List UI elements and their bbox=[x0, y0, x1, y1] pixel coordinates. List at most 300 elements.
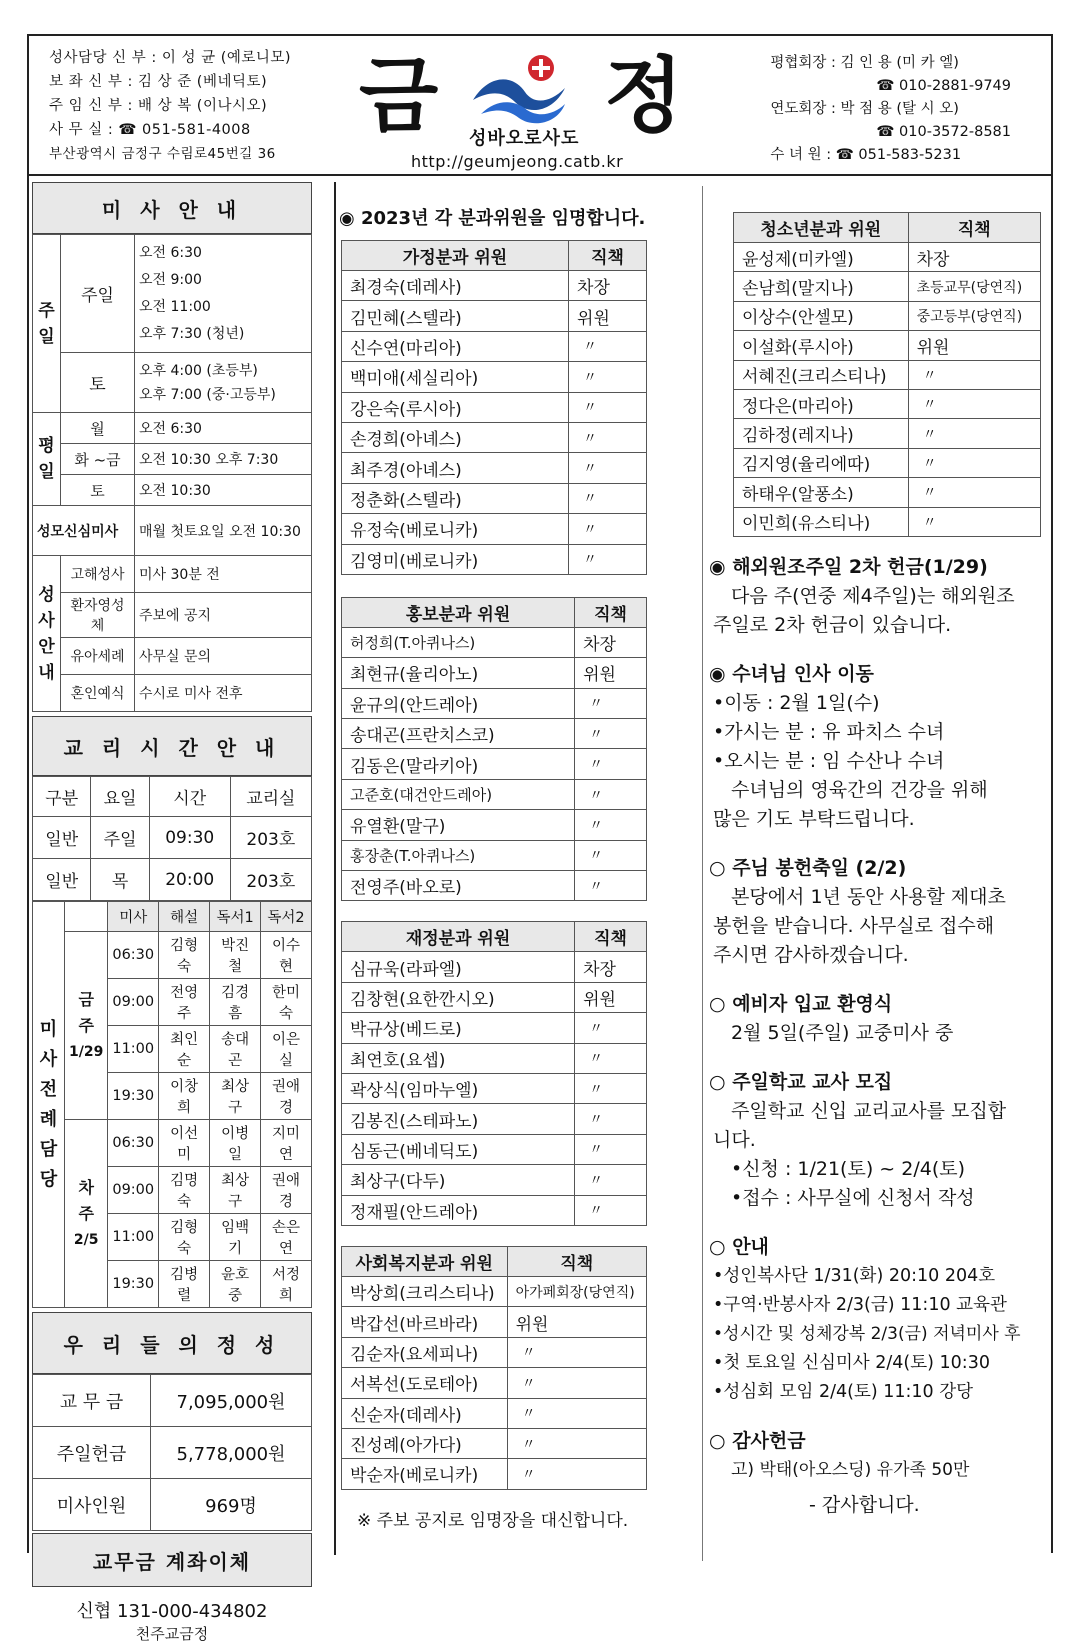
mass-schedule-table bbox=[32, 234, 312, 712]
notice-item: •성시간 및 성체강복 2/3(금) 저녁미사 후 bbox=[713, 1323, 1021, 1344]
bulletin-frame bbox=[27, 34, 1053, 1643]
saturday-weekday-label: 토 bbox=[61, 475, 135, 506]
table-row bbox=[342, 719, 647, 749]
member-role: 〃 bbox=[569, 483, 647, 513]
table-row bbox=[734, 301, 1041, 330]
catechism-cell: 목 bbox=[91, 859, 149, 901]
table-row bbox=[734, 243, 1041, 272]
table-row bbox=[342, 453, 647, 483]
liturgy-cell: 이수현 bbox=[261, 932, 312, 979]
table-row bbox=[342, 514, 647, 544]
liturgy-cell: 서정희 bbox=[261, 1261, 312, 1308]
pr-committee-table bbox=[341, 597, 647, 902]
sacrament-name: 고해성사 bbox=[61, 556, 135, 593]
sacrament-desc: 주보에 공지 bbox=[135, 593, 312, 638]
mass-time: 오전 9:00 bbox=[139, 271, 202, 288]
notice-item: •구역·반봉사자 2/3(금) 11:10 교육관 bbox=[713, 1294, 1007, 1315]
notice-text: 니다. bbox=[713, 1128, 756, 1151]
liturgy-cell: 최상구 bbox=[210, 1167, 261, 1214]
notice-text: 주시면 감사하겠습니다. bbox=[713, 943, 909, 966]
sacrament-name: 유아세례 bbox=[61, 638, 135, 675]
member-name: 김하정(레지나) bbox=[734, 419, 909, 448]
youth-committee-table bbox=[733, 212, 1041, 537]
liturgy-cell: 최상구 bbox=[210, 1073, 261, 1120]
member-role: 초등교무(당연직) bbox=[908, 272, 1040, 301]
mass-time: 오후 4:00 (초등부) bbox=[139, 362, 258, 379]
member-role: 〃 bbox=[908, 448, 1040, 477]
role-header: 직책 bbox=[507, 1246, 646, 1276]
sunday-group-label bbox=[33, 235, 61, 413]
offering-value: 7,095,000원 bbox=[151, 1375, 312, 1427]
sunday-times bbox=[135, 235, 312, 353]
member-name: 김영미(베로니카) bbox=[342, 544, 569, 574]
member-name: 박순자(베로니카) bbox=[342, 1459, 508, 1489]
catechism-cell: 203호 bbox=[230, 859, 311, 901]
member-name: 송대곤(프란치스코) bbox=[342, 719, 575, 749]
liturgy-cell: 19:30 bbox=[108, 1073, 159, 1120]
table-row bbox=[342, 840, 647, 870]
member-role: 〃 bbox=[507, 1398, 646, 1428]
notice-title: ○ 주님 봉헌축일 (2/2) bbox=[709, 856, 907, 879]
middle-column bbox=[337, 196, 679, 1531]
week1-date: 1/29 bbox=[69, 1043, 104, 1060]
liturgy-cell: 한미숙 bbox=[261, 979, 312, 1026]
table-row bbox=[342, 871, 647, 901]
mary-mass-time: 매월 첫토요일 오전 10:30 bbox=[135, 506, 312, 556]
clergy-line: 보 좌 신 부 : 김 상 준 (베네딕토) bbox=[49, 74, 268, 90]
liturgy-header: 해설 bbox=[159, 902, 210, 932]
sacrament-desc: 미사 30분 전 bbox=[135, 556, 312, 593]
offering-value: 969명 bbox=[151, 1479, 312, 1531]
notice-title: ○ 감사헌금 bbox=[709, 1429, 806, 1452]
clergy-line: 주 임 신 부 : 배 상 복 (이나시오) bbox=[49, 98, 268, 114]
member-role: 위원 bbox=[569, 301, 647, 331]
mass-time: 오후 7:00 (중·고등부) bbox=[139, 386, 276, 403]
right-column bbox=[709, 196, 1049, 1520]
member-role: 위원 bbox=[507, 1307, 646, 1337]
table-row bbox=[342, 1134, 647, 1164]
address: 부산광역시 금정구 수림로45번길 36 bbox=[49, 146, 276, 162]
mass-time: 오전 11:00 bbox=[139, 298, 211, 315]
member-role: 〃 bbox=[575, 810, 647, 840]
week2-text: 차 주 bbox=[78, 1177, 94, 1223]
member-role: 〃 bbox=[575, 688, 647, 718]
table-row bbox=[734, 448, 1041, 477]
table-row bbox=[342, 749, 647, 779]
table-row bbox=[342, 1013, 647, 1043]
table-row bbox=[342, 1337, 647, 1367]
member-name: 하태우(알퐁소) bbox=[734, 478, 909, 507]
member-role: 차장 bbox=[569, 271, 647, 301]
committee-title: 가정분과 위원 bbox=[342, 241, 569, 271]
table-row bbox=[342, 1368, 647, 1398]
member-role: 〃 bbox=[507, 1428, 646, 1458]
liturgy-cell: 김형숙 bbox=[159, 1214, 210, 1261]
monday-label: 월 bbox=[61, 413, 135, 444]
liturgy-cell: 박진철 bbox=[210, 932, 261, 979]
member-name: 이민희(유스티나) bbox=[734, 507, 909, 536]
table-row bbox=[734, 389, 1041, 418]
parish-subtitle: 성바오로사도 bbox=[469, 128, 580, 149]
table-row bbox=[342, 627, 647, 657]
member-role: 〃 bbox=[575, 779, 647, 809]
catechism-header: 요일 bbox=[91, 777, 149, 817]
member-role: 〃 bbox=[908, 389, 1040, 418]
committee-footnote: ※ 주보 공지로 임명장을 대신합니다. bbox=[357, 1510, 629, 1531]
offering-label: 교 무 금 bbox=[33, 1375, 151, 1427]
table-row bbox=[342, 483, 647, 513]
table-row bbox=[342, 271, 647, 301]
parish-url[interactable]: http://geumjeong.catb.kr bbox=[411, 152, 624, 171]
notice-text: 2월 5일(주일) 교중미사 중 bbox=[731, 1021, 954, 1044]
committee-title: 청소년분과 위원 bbox=[734, 213, 909, 243]
liturgy-cell: 김병렬 bbox=[159, 1261, 210, 1308]
table-row bbox=[342, 422, 647, 452]
member-name: 유정숙(베로니카) bbox=[342, 514, 569, 544]
column-divider bbox=[334, 182, 336, 1555]
member-name: 김지영(율리에따) bbox=[734, 448, 909, 477]
table-row bbox=[342, 1428, 647, 1458]
notice-text: 주일로 2차 헌금이 있습니다. bbox=[713, 613, 952, 636]
member-name: 김동은(말라키아) bbox=[342, 749, 575, 779]
convent-line: 수 녀 원 : ☎ 051-583-5231 bbox=[770, 147, 962, 163]
liturgy-cell: 김경흠 bbox=[210, 979, 261, 1026]
council-line: 연도회장 : 박 점 용 (탈 시 오) bbox=[770, 101, 959, 117]
notice-text: 봉헌을 받습니다. 사무실로 접수해 bbox=[713, 914, 995, 937]
liturgy-cell: 김형숙 bbox=[159, 932, 210, 979]
member-name: 최상구(다두) bbox=[342, 1165, 575, 1195]
table-row bbox=[342, 301, 647, 331]
catechism-cell: 일반 bbox=[33, 817, 91, 859]
offering-label: 미사인원 bbox=[33, 1479, 151, 1531]
saturday-times bbox=[135, 353, 312, 413]
liturgy-group-label bbox=[33, 902, 65, 1308]
liturgy-group-text: 미 사 전 례 담 당 bbox=[39, 1018, 58, 1190]
member-role: 〃 bbox=[575, 1073, 647, 1103]
member-role: 〃 bbox=[908, 478, 1040, 507]
liturgy-cell: 권애경 bbox=[261, 1167, 312, 1214]
liturgy-cell: 최인순 bbox=[159, 1026, 210, 1073]
table-row bbox=[342, 1165, 647, 1195]
council-phone: ☎ 010-3572-8581 bbox=[876, 124, 1011, 140]
table-row bbox=[342, 1043, 647, 1073]
member-name: 홍장춘(T.아퀴나스) bbox=[342, 840, 575, 870]
member-role: 〃 bbox=[575, 1104, 647, 1134]
notice-item: •첫 토요일 신심미사 2/4(토) 10:30 bbox=[713, 1352, 990, 1373]
sacrament-name: 혼인예식 bbox=[61, 675, 135, 712]
liturgy-cell: 권애경 bbox=[261, 1073, 312, 1120]
notice-text: 다음 주(연중 제4주일)는 해외원조 bbox=[731, 584, 1015, 607]
liturgy-cell: 09:00 bbox=[108, 979, 159, 1026]
member-role: 차장 bbox=[908, 243, 1040, 272]
table-row bbox=[734, 331, 1041, 360]
member-name: 강은숙(루시아) bbox=[342, 392, 569, 422]
sacrament-group-text: 성 사 안 내 bbox=[38, 584, 55, 683]
saturday-label: 토 bbox=[61, 353, 135, 413]
catechism-header: 시간 bbox=[149, 777, 230, 817]
liturgy-cell: 김명숙 bbox=[159, 1167, 210, 1214]
liturgy-cell: 손은연 bbox=[261, 1214, 312, 1261]
member-name: 손남희(말지나) bbox=[734, 272, 909, 301]
committee-title: 재정분과 위원 bbox=[342, 922, 575, 952]
member-name: 박상희(크리스티나) bbox=[342, 1276, 508, 1306]
week1-text: 금 주 bbox=[78, 989, 94, 1035]
member-role: 〃 bbox=[908, 360, 1040, 389]
member-role: 〃 bbox=[575, 871, 647, 901]
member-role: 〃 bbox=[507, 1337, 646, 1367]
notices bbox=[709, 553, 1049, 1520]
liturgy-cell: 19:30 bbox=[108, 1261, 159, 1308]
notice-item: •성심회 모임 2/4(토) 11:10 강당 bbox=[713, 1381, 974, 1402]
member-name: 최현규(율리아노) bbox=[342, 658, 575, 688]
member-name: 유열환(말구) bbox=[342, 810, 575, 840]
committee-header-row bbox=[342, 597, 647, 627]
member-name: 곽상식(임마누엘) bbox=[342, 1073, 575, 1103]
notice-text: 수녀님의 영육간의 건강을 위해 bbox=[731, 778, 988, 801]
catechism-cell: 09:30 bbox=[149, 817, 230, 859]
liturgy-cell: 09:00 bbox=[108, 1167, 159, 1214]
liturgy-cell: 전영주 bbox=[159, 979, 210, 1026]
member-role: 위원 bbox=[575, 658, 647, 688]
council-line: 평협회장 : 김 인 용 (미 카 엘) bbox=[770, 55, 959, 71]
member-name: 김순자(요세피나) bbox=[342, 1337, 508, 1367]
sunday-group-text: 주 일 bbox=[38, 300, 55, 347]
member-role: 차장 bbox=[575, 627, 647, 657]
notice-title: ○ 예비자 입교 환영식 bbox=[709, 992, 893, 1015]
offering-label: 주일헌금 bbox=[33, 1427, 151, 1479]
notice-item: •신청 : 1/21(토) ~ 2/4(토) bbox=[731, 1157, 965, 1180]
member-role: 위원 bbox=[908, 331, 1040, 360]
member-name: 진성례(아가다) bbox=[342, 1428, 508, 1458]
table-row bbox=[342, 688, 647, 718]
table-row bbox=[342, 544, 647, 574]
account-title: 교무금 계좌이체 bbox=[32, 1533, 312, 1587]
member-role: 〃 bbox=[575, 749, 647, 779]
notice-text: 많은 기도 부탁드립니다. bbox=[713, 807, 915, 830]
liturgy-cell: 06:30 bbox=[108, 932, 159, 979]
member-name: 정재필(안드레아) bbox=[342, 1195, 575, 1225]
member-role: 〃 bbox=[569, 544, 647, 574]
member-role: 〃 bbox=[569, 392, 647, 422]
sacrament-name: 환자영성체 bbox=[61, 593, 135, 638]
notice-item: •접수 : 사무실에 신청서 작성 bbox=[731, 1186, 975, 1209]
table-row bbox=[342, 1073, 647, 1103]
liturgy-cell: 11:00 bbox=[108, 1026, 159, 1073]
liturgy-cell: 이은실 bbox=[261, 1026, 312, 1073]
member-role: 아가페회장(당연직) bbox=[507, 1276, 646, 1306]
committee-heading: ◉ 2023년 각 분과위원을 임명합니다. bbox=[339, 208, 646, 229]
member-name: 신수연(마리아) bbox=[342, 331, 569, 361]
offering-value: 5,778,000원 bbox=[151, 1427, 312, 1479]
member-name: 박갑선(바르바라) bbox=[342, 1307, 508, 1337]
table-row bbox=[342, 362, 647, 392]
notice-text: 고) 박태(아오스딩) 유가족 50만 bbox=[731, 1459, 970, 1480]
saturday-weekday-time: 오전 10:30 bbox=[135, 475, 312, 506]
member-name: 최경숙(데레사) bbox=[342, 271, 569, 301]
table-row bbox=[342, 331, 647, 361]
member-name: 고준호(대건안드레아) bbox=[342, 779, 575, 809]
council-info bbox=[770, 52, 1011, 167]
notice-item: •이동 : 2월 1일(수) bbox=[713, 691, 880, 714]
member-role: 〃 bbox=[575, 1165, 647, 1195]
bulletin-header bbox=[29, 36, 1051, 176]
clergy-line: 성사담당 신 부 : 이 성 균 (예로니모) bbox=[49, 50, 292, 66]
week1-label bbox=[65, 932, 108, 1120]
member-role: 〃 bbox=[575, 1134, 647, 1164]
notice-item: •가시는 분 : 유 파치스 수녀 bbox=[713, 720, 945, 743]
member-role: 〃 bbox=[908, 507, 1040, 536]
title-left: 금 bbox=[359, 49, 441, 144]
committee-header-row bbox=[342, 241, 647, 271]
member-name: 허정희(T.아퀴나스) bbox=[342, 627, 575, 657]
notice-title: ◉ 수녀님 인사 이동 bbox=[709, 662, 874, 685]
role-header: 직책 bbox=[908, 213, 1040, 243]
table-row bbox=[342, 658, 647, 688]
member-role: 〃 bbox=[569, 422, 647, 452]
table-row bbox=[342, 952, 647, 982]
member-name: 김창현(요한깐시오) bbox=[342, 982, 575, 1012]
parish-logo-icon bbox=[469, 52, 569, 126]
monday-time: 오전 6:30 bbox=[135, 413, 312, 444]
liturgy-header: 미사 bbox=[108, 902, 159, 932]
liturgy-cell: 이병일 bbox=[210, 1120, 261, 1167]
liturgy-header: 독서1 bbox=[210, 902, 261, 932]
role-header: 직책 bbox=[575, 922, 647, 952]
mass-time: 오전 6:30 bbox=[139, 244, 202, 261]
catechism-table bbox=[32, 776, 312, 901]
member-name: 손경희(아녜스) bbox=[342, 422, 569, 452]
tuefri-time: 오전 10:30 오후 7:30 bbox=[135, 444, 312, 475]
table-row bbox=[342, 392, 647, 422]
mass-time: 오후 7:30 (청년) bbox=[139, 325, 245, 342]
member-name: 신순자(데레사) bbox=[342, 1398, 508, 1428]
notice-text: 본당에서 1년 동안 사용할 제대초 bbox=[731, 885, 1006, 908]
table-row bbox=[342, 810, 647, 840]
catechism-cell: 주일 bbox=[91, 817, 149, 859]
sacrament-desc: 수시로 미사 전후 bbox=[135, 675, 312, 712]
welfare-committee-table bbox=[341, 1246, 647, 1490]
catechism-title: 교 리 시 간 안 내 bbox=[32, 716, 312, 776]
liturgy-header: 독서2 bbox=[261, 902, 312, 932]
member-role: 〃 bbox=[569, 362, 647, 392]
notice-title: ◉ 해외원조주일 2차 헌금(1/29) bbox=[709, 555, 988, 578]
member-role: 〃 bbox=[575, 1195, 647, 1225]
liturgy-cell: 임백기 bbox=[210, 1214, 261, 1261]
member-role: 〃 bbox=[569, 514, 647, 544]
sunday-label: 주일 bbox=[61, 235, 135, 353]
liturgy-cell: 이창희 bbox=[159, 1073, 210, 1120]
member-role: 〃 bbox=[575, 719, 647, 749]
clergy-info bbox=[49, 46, 291, 166]
notice-text: 주일학교 신입 교리교사를 모집합 bbox=[731, 1099, 1007, 1122]
member-role: 〃 bbox=[569, 331, 647, 361]
member-role: 〃 bbox=[575, 1043, 647, 1073]
liturgy-cell: 윤호중 bbox=[210, 1261, 261, 1308]
table-row bbox=[734, 360, 1041, 389]
column-divider bbox=[702, 186, 703, 1561]
offering-title: 우 리 들 의 정 성 bbox=[32, 1312, 312, 1374]
catechism-cell: 20:00 bbox=[149, 859, 230, 901]
table-row bbox=[342, 1307, 647, 1337]
member-name: 서혜진(크리스티나) bbox=[734, 360, 909, 389]
committee-header-row bbox=[734, 213, 1041, 243]
committee-title: 홍보분과 위원 bbox=[342, 597, 575, 627]
table-row bbox=[342, 779, 647, 809]
member-role: 〃 bbox=[507, 1368, 646, 1398]
member-name: 김민혜(스텔라) bbox=[342, 301, 569, 331]
liturgy-cell: 이선미 bbox=[159, 1120, 210, 1167]
liturgy-cell: 06:30 bbox=[108, 1120, 159, 1167]
member-name: 김봉진(스테파노) bbox=[342, 1104, 575, 1134]
week2-date: 2/5 bbox=[73, 1231, 99, 1248]
account-number: 신협 131-000-434802 bbox=[76, 1601, 268, 1622]
table-row bbox=[342, 1195, 647, 1225]
sacrament-desc: 사무실 문의 bbox=[135, 638, 312, 675]
catechism-cell: 일반 bbox=[33, 859, 91, 901]
table-row bbox=[342, 1104, 647, 1134]
weekday-group-label bbox=[33, 413, 61, 506]
notice-title: ○ 주일학교 교사 모집 bbox=[709, 1070, 893, 1093]
table-row bbox=[342, 1398, 647, 1428]
catechism-header: 교리실 bbox=[230, 777, 311, 817]
notice-title: ○ 안내 bbox=[709, 1235, 769, 1258]
member-role: 〃 bbox=[569, 453, 647, 483]
catechism-cell: 203호 bbox=[230, 817, 311, 859]
member-name: 이상수(안셀모) bbox=[734, 301, 909, 330]
member-name: 서복선(도로테아) bbox=[342, 1368, 508, 1398]
member-role: 중고등부(당연직) bbox=[908, 301, 1040, 330]
left-column bbox=[32, 182, 312, 1644]
member-role: 〃 bbox=[908, 419, 1040, 448]
table-row bbox=[342, 1459, 647, 1489]
liturgy-cell: 11:00 bbox=[108, 1214, 159, 1261]
finance-committee-table bbox=[341, 921, 647, 1226]
weekday-group-text: 평 일 bbox=[38, 436, 55, 482]
committee-header-row bbox=[342, 922, 647, 952]
role-header: 직책 bbox=[575, 597, 647, 627]
committee-header-row bbox=[342, 1246, 647, 1276]
member-name: 윤규의(안드레아) bbox=[342, 688, 575, 718]
member-name: 정춘화(스텔라) bbox=[342, 483, 569, 513]
member-role: 〃 bbox=[575, 840, 647, 870]
mass-title: 미 사 안 내 bbox=[32, 182, 312, 234]
account-holder: 천주교금정 bbox=[135, 1625, 209, 1643]
notice-closing: - 감사합니다. bbox=[809, 1493, 920, 1516]
account-box bbox=[32, 1587, 312, 1644]
week2-label bbox=[65, 1120, 108, 1308]
family-committee-table bbox=[341, 240, 647, 575]
member-name: 전영주(바오로) bbox=[342, 871, 575, 901]
member-name: 이설화(루시아) bbox=[734, 331, 909, 360]
member-role: 〃 bbox=[507, 1459, 646, 1489]
table-row bbox=[342, 1276, 647, 1306]
sacrament-group-label bbox=[33, 556, 61, 712]
table-row bbox=[734, 272, 1041, 301]
tuefri-label: 화 ~금 bbox=[61, 444, 135, 475]
title-right: 정 bbox=[604, 49, 684, 144]
member-name: 심규욱(라파엘) bbox=[342, 952, 575, 982]
office-phone: 사 무 실 : ☎ 051-581-4008 bbox=[49, 122, 251, 138]
table-row bbox=[342, 982, 647, 1012]
catechism-header: 구분 bbox=[33, 777, 91, 817]
member-role: 〃 bbox=[575, 1013, 647, 1043]
liturgy-table bbox=[32, 901, 312, 1308]
table-row bbox=[734, 419, 1041, 448]
notice-item: •오시는 분 : 임 수산나 수녀 bbox=[713, 749, 945, 772]
member-name: 박규상(베드로) bbox=[342, 1013, 575, 1043]
mary-mass-label: 성모신심미사 bbox=[33, 506, 135, 556]
council-phone: ☎ 010-2881-9749 bbox=[876, 78, 1011, 94]
